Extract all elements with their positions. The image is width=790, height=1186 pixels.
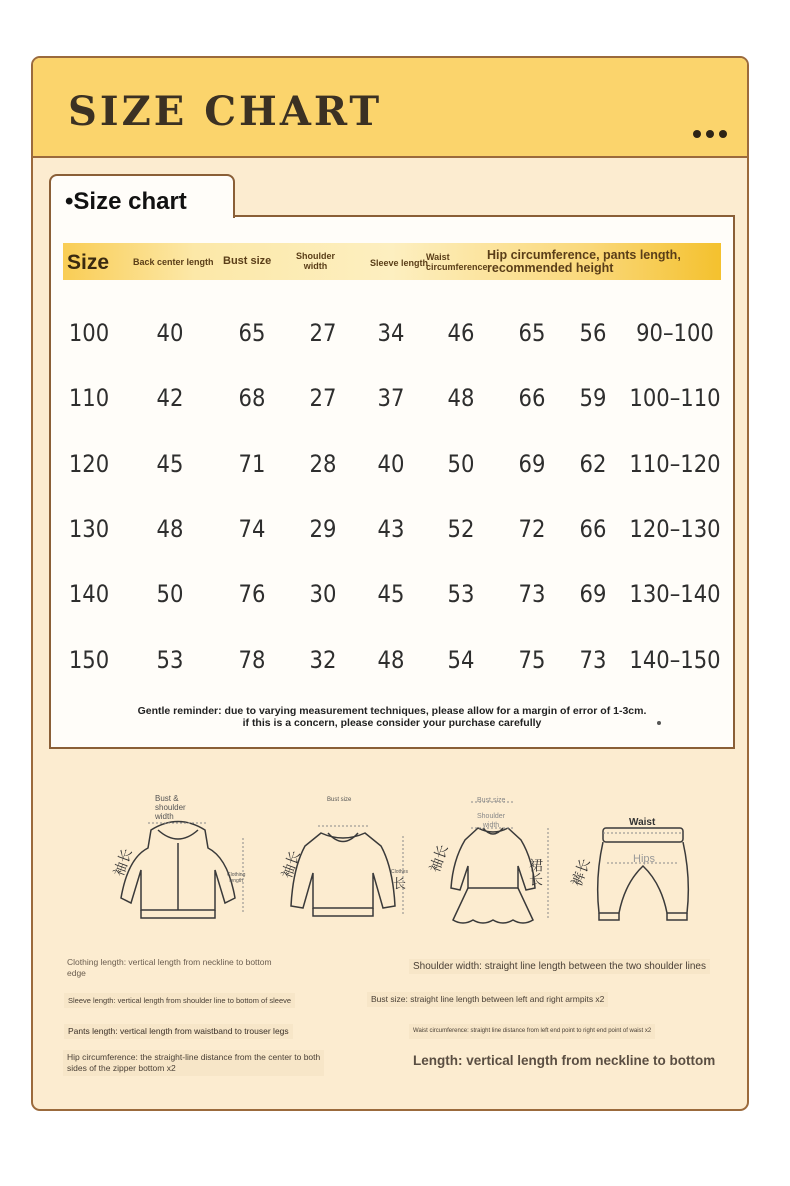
table-cell: 100: [68, 319, 110, 347]
pants-illustration: [568, 788, 713, 938]
hoodie-label-sleeve: 袖长: [110, 846, 135, 879]
table-cell: 30: [309, 580, 337, 609]
reminder-line-1: Gentle reminder: due to varying measurement techniques, please allow for a margin of error of 1-3cm.: [137, 705, 647, 717]
pants-label-hips: Hips: [633, 853, 656, 865]
table-cell: 48: [377, 645, 405, 674]
table-header: [63, 243, 721, 280]
table-cell: 90–100: [636, 319, 714, 347]
table-cell: 100–110: [629, 384, 721, 413]
dress-label-sleeve: 袖长: [426, 842, 451, 875]
table-row: [51, 319, 733, 359]
more-dots-icon: [693, 130, 727, 138]
table-row: [51, 580, 733, 620]
desc-pants-length: Pants length: vertical length from waistband to trouser legs: [64, 1024, 293, 1039]
table-row: [51, 515, 733, 555]
table-cell: 71: [238, 449, 266, 478]
table-row: [51, 646, 733, 686]
table-cell: 46: [447, 319, 475, 347]
header-sleeve-length: Sleeve length: [370, 258, 429, 268]
header-shoulder-width: Shoulder width: [296, 251, 336, 271]
dress-label-shoulder: Shoulder width: [477, 813, 506, 829]
header-waist-circumference: Waist circumference: [426, 252, 488, 272]
desc-length: Length: vertical length from neckline to bottom: [413, 1053, 716, 1068]
table-cell: 120–130: [629, 514, 721, 543]
size-chart-card: [31, 56, 749, 1111]
table-cell: 48: [447, 384, 475, 413]
table-cell: 27: [309, 384, 337, 413]
dress-label-bust: Bust size: [477, 797, 506, 804]
table-cell: 69: [579, 580, 607, 609]
desc-clothing-length: Clothing length: vertical length from neckline to bottom edge: [67, 957, 272, 978]
sweater-label-length: Clothes 长: [391, 869, 408, 891]
table-cell: 34: [377, 319, 405, 347]
hoodie-label-bust-shoulder: Bust & shoulder width: [155, 794, 186, 821]
table-cell: 69: [518, 449, 546, 478]
table-cell: 43: [377, 514, 405, 543]
header-back-center-length: Back center length: [133, 257, 214, 267]
table-cell: 76: [238, 580, 266, 609]
table-cell: 53: [447, 580, 475, 609]
table-cell: 130: [68, 514, 110, 543]
desc-bust-size: Bust size: straight line length between left and right armpits x2: [367, 992, 608, 1007]
table-cell: 140: [68, 580, 110, 609]
table-cell: 72: [518, 514, 546, 543]
size-chart-tab: [49, 174, 235, 218]
card-header: [33, 58, 747, 158]
table-cell: 130–140: [629, 580, 721, 609]
pants-label-length: 裤长: [568, 856, 593, 889]
table-cell: 59: [579, 384, 607, 413]
reminder-line-2: if this is a concern, please consider your purchase carefully: [242, 717, 542, 729]
table-cell: 56: [579, 319, 607, 347]
dot-icon: [657, 721, 661, 725]
table-cell: 52: [447, 514, 475, 543]
table-cell: 40: [377, 449, 405, 478]
table-cell: 32: [309, 645, 337, 674]
desc-waist-circumference: Waist circumference: straight line distance from left end point to right end point of waist x2: [409, 1024, 655, 1039]
table-cell: 120: [68, 449, 110, 478]
desc-sleeve-length: Sleeve length: vertical length from shoulder line to bottom of sleeve: [64, 993, 295, 1008]
table-cell: 50: [447, 449, 475, 478]
table-cell: 66: [579, 514, 607, 543]
table-cell: 65: [518, 319, 546, 347]
table-cell: 45: [156, 449, 184, 478]
table-cell: 37: [377, 384, 405, 413]
table-cell: 29: [309, 514, 337, 543]
table-cell: 48: [156, 514, 184, 543]
table-cell: 50: [156, 580, 184, 609]
table-cell: 68: [238, 384, 266, 413]
table-cell: 53: [156, 645, 184, 674]
size-table-panel: [49, 215, 735, 749]
header-size: Size: [67, 251, 110, 274]
desc-hip-circumference: Hip circumference: the straight-line distance from the center to both sides of the zipper bottom x2: [63, 1050, 324, 1076]
table-cell: 140–150: [629, 645, 721, 674]
sweater-label-bust: Bust size: [327, 797, 352, 803]
table-cell: 62: [579, 449, 607, 478]
table-cell: 54: [447, 645, 475, 674]
table-cell: 28: [309, 449, 337, 478]
header-bust-size: Bust size: [223, 255, 272, 267]
sweater-illustration: [273, 788, 413, 938]
hoodie-label-length: Clothing length: [227, 872, 246, 884]
dress-illustration: [423, 788, 563, 938]
dress-label-length: 裙长: [528, 858, 544, 886]
table-cell: 40: [156, 319, 184, 347]
hoodie-illustration: [103, 788, 253, 938]
table-cell: 73: [518, 580, 546, 609]
table-cell: 65: [238, 319, 266, 347]
table-cell: 110: [68, 384, 110, 413]
table-cell: 75: [518, 645, 546, 674]
table-cell: 73: [579, 645, 607, 674]
table-cell: 66: [518, 384, 546, 413]
table-row: [51, 384, 733, 424]
header-hip-pants-height: Hip circumference, pants length, recommended height: [487, 248, 681, 275]
table-cell: 42: [156, 384, 184, 413]
table-cell: 45: [377, 580, 405, 609]
pants-label-waist: Waist: [629, 817, 656, 828]
tab-label: •Size chart: [65, 188, 187, 215]
table-cell: 150: [68, 645, 110, 674]
desc-shoulder-width: Shoulder width: straight line length between the two shoulder lines: [409, 959, 710, 974]
table-row: [51, 450, 733, 490]
table-cell: 110–120: [629, 449, 721, 478]
table-cell: 27: [309, 319, 337, 347]
table-cell: 74: [238, 514, 266, 543]
table-cell: 78: [238, 645, 266, 674]
page-title: SIZE CHART: [68, 88, 383, 135]
sweater-label-sleeve: 袖长: [278, 848, 303, 881]
